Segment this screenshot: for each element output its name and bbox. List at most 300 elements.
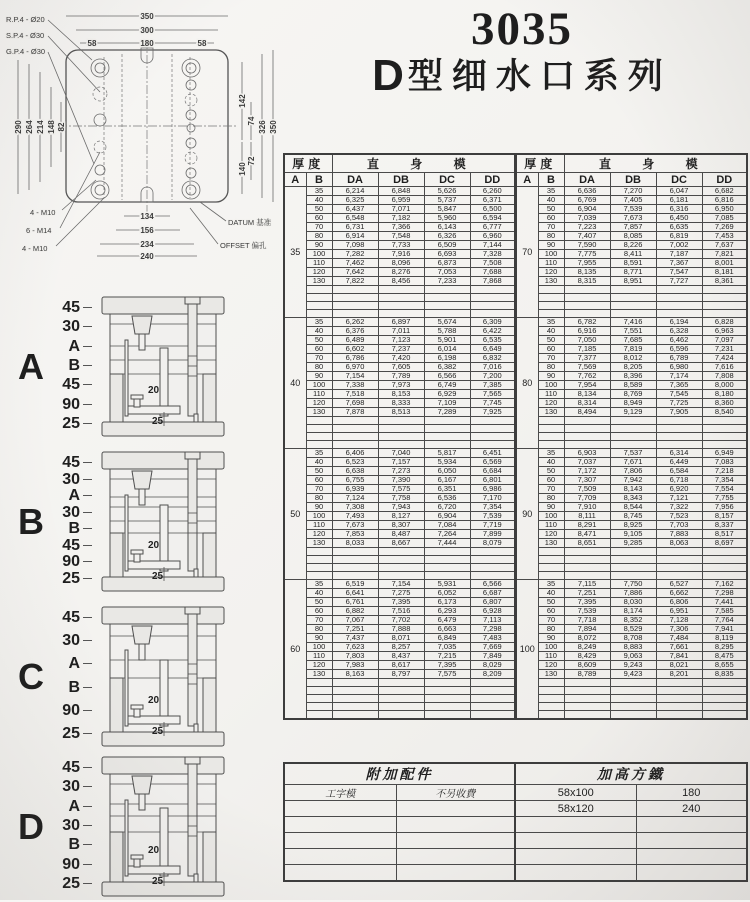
spec-value: 6,316 bbox=[656, 205, 702, 214]
spec-value: 8,033 bbox=[332, 539, 378, 548]
empty-cell bbox=[332, 711, 378, 719]
empty-cell bbox=[332, 572, 378, 580]
svg-text:25: 25 bbox=[152, 416, 164, 427]
spec-value: 6,382 bbox=[424, 363, 470, 372]
accessories-cell bbox=[284, 801, 396, 817]
spec-row bbox=[284, 467, 515, 476]
spec-value: 7,719 bbox=[470, 521, 515, 530]
thickness-b-value: 120 bbox=[306, 399, 332, 408]
empty-cell bbox=[424, 433, 470, 441]
thickness-b-value: 60 bbox=[538, 476, 564, 485]
spec-value: 8,513 bbox=[378, 408, 424, 417]
spec-value: 6,720 bbox=[424, 503, 470, 512]
spec-value: 6,687 bbox=[470, 589, 515, 598]
spec-row bbox=[516, 530, 747, 539]
thickness-b-value: 50 bbox=[538, 467, 564, 476]
empty-cell bbox=[656, 687, 702, 695]
spec-value: 7,539 bbox=[610, 205, 656, 214]
spec-value: 6,602 bbox=[332, 345, 378, 354]
accessories-cell bbox=[515, 849, 636, 865]
spec-value: 5,847 bbox=[424, 205, 470, 214]
spec-value: 7,727 bbox=[656, 277, 702, 286]
spec-value: 6,293 bbox=[424, 607, 470, 616]
spec-value: 7,067 bbox=[332, 616, 378, 625]
empty-cell bbox=[702, 286, 747, 294]
accessories-cell bbox=[284, 865, 396, 881]
empty-cell bbox=[538, 564, 564, 572]
empty-cell bbox=[332, 433, 378, 441]
spec-row bbox=[516, 345, 747, 354]
page-title-series bbox=[298, 51, 746, 106]
empty-cell bbox=[538, 548, 564, 556]
empty-cell bbox=[378, 425, 424, 433]
spec-value: 8,429 bbox=[564, 652, 610, 661]
spec-value: 6,920 bbox=[656, 485, 702, 494]
spec-value: 8,063 bbox=[656, 539, 702, 548]
spec-value: 7,725 bbox=[656, 399, 702, 408]
accessories-right-header: 加高方鐵 bbox=[515, 763, 747, 785]
empty-cell bbox=[656, 286, 702, 294]
thickness-b-value: 130 bbox=[538, 408, 564, 417]
spec-value: 6,535 bbox=[470, 336, 515, 345]
spec-value: 6,450 bbox=[656, 214, 702, 223]
spec-value: 7,718 bbox=[564, 616, 610, 625]
svg-text:DATUM 基准: DATUM 基准 bbox=[228, 218, 272, 227]
spec-value: 6,509 bbox=[424, 241, 470, 250]
empty-cell bbox=[306, 417, 332, 425]
spec-value: 7,698 bbox=[332, 399, 378, 408]
spec-value: 6,806 bbox=[656, 598, 702, 607]
empty-cell bbox=[564, 302, 610, 310]
accessories-header-row bbox=[284, 763, 747, 785]
empty-cell bbox=[378, 687, 424, 695]
spec-value: 7,954 bbox=[564, 381, 610, 390]
empty-cell bbox=[332, 286, 378, 294]
empty-cell bbox=[378, 695, 424, 703]
thickness-b-value: 40 bbox=[306, 196, 332, 205]
spec-value: 7,366 bbox=[378, 223, 424, 232]
spec-row bbox=[516, 449, 747, 458]
empty-cell bbox=[378, 441, 424, 449]
spec-value: 6,636 bbox=[564, 187, 610, 196]
spec-value: 6,314 bbox=[656, 449, 702, 458]
spec-value: 7,509 bbox=[564, 485, 610, 494]
spec-value: 7,841 bbox=[656, 652, 702, 661]
thickness-b-value: 70 bbox=[306, 485, 332, 494]
section-dim-label: 45 bbox=[62, 300, 92, 316]
section-dim-label: B bbox=[68, 680, 92, 696]
spec-value: 9,105 bbox=[610, 530, 656, 539]
spec-row bbox=[516, 661, 747, 670]
spec-value: 7,703 bbox=[656, 521, 702, 530]
spec-value: 7,154 bbox=[332, 372, 378, 381]
accessories-cell bbox=[396, 849, 515, 865]
spec-value: 8,337 bbox=[702, 521, 747, 530]
thickness-b-value: 90 bbox=[306, 634, 332, 643]
spec-value: 7,338 bbox=[332, 381, 378, 390]
spec-value: 8,021 bbox=[656, 661, 702, 670]
spec-value: 6,371 bbox=[470, 196, 515, 205]
empty-cell bbox=[610, 703, 656, 711]
spec-row bbox=[284, 580, 515, 589]
spec-value: 8,029 bbox=[470, 661, 515, 670]
spec-value: 8,456 bbox=[378, 277, 424, 286]
spec-empty-row bbox=[284, 572, 515, 580]
empty-cell bbox=[564, 294, 610, 302]
spec-value: 7,354 bbox=[470, 503, 515, 512]
thickness-a-value: 100 bbox=[516, 580, 538, 719]
accessories-row bbox=[284, 865, 747, 881]
svg-text:20: 20 bbox=[148, 845, 160, 856]
thickness-b-value: 35 bbox=[538, 580, 564, 589]
empty-cell bbox=[610, 286, 656, 294]
spec-value: 8,769 bbox=[610, 390, 656, 399]
thickness-b-value: 50 bbox=[306, 467, 332, 476]
spec-value: 6,749 bbox=[424, 381, 470, 390]
spec-empty-row bbox=[284, 711, 515, 719]
svg-text:350: 350 bbox=[140, 12, 154, 21]
spec-value: 7,853 bbox=[332, 530, 378, 539]
spec-empty-row bbox=[516, 441, 747, 449]
accessories-cell: 58x100 bbox=[515, 785, 636, 801]
spec-value: 7,868 bbox=[470, 277, 515, 286]
mold-section-svg bbox=[98, 604, 228, 749]
spec-value: 7,637 bbox=[702, 241, 747, 250]
col-header-dc: DC bbox=[424, 173, 470, 187]
empty-cell bbox=[306, 286, 332, 294]
spec-value: 7,441 bbox=[702, 598, 747, 607]
thickness-b-value: 70 bbox=[306, 354, 332, 363]
spec-row bbox=[516, 232, 747, 241]
section-dim-label: B bbox=[68, 358, 92, 374]
svg-text:4 - M10: 4 - M10 bbox=[30, 208, 56, 217]
spec-value: 7,187 bbox=[656, 250, 702, 259]
svg-text:72: 72 bbox=[247, 156, 256, 166]
section-dim-label: 25 bbox=[62, 876, 92, 892]
spec-row bbox=[284, 652, 515, 661]
empty-cell bbox=[702, 556, 747, 564]
col-header-dc: DC bbox=[656, 173, 702, 187]
spec-row bbox=[284, 408, 515, 417]
spec-row bbox=[284, 336, 515, 345]
empty-cell bbox=[656, 703, 702, 711]
spec-value: 6,882 bbox=[332, 607, 378, 616]
spec-row bbox=[284, 205, 515, 214]
spec-empty-row bbox=[516, 286, 747, 294]
spec-empty-row bbox=[284, 417, 515, 425]
thickness-a-value: 70 bbox=[516, 187, 538, 318]
spec-value: 7,819 bbox=[610, 345, 656, 354]
thickness-b-value: 70 bbox=[306, 616, 332, 625]
spec-value: 7,128 bbox=[656, 616, 702, 625]
empty-cell bbox=[656, 310, 702, 318]
empty-cell bbox=[656, 433, 702, 441]
empty-cell bbox=[424, 695, 470, 703]
thickness-b-value: 90 bbox=[538, 503, 564, 512]
spec-value: 8,134 bbox=[564, 390, 610, 399]
spec-row bbox=[516, 539, 747, 548]
spec-value: 7,123 bbox=[378, 336, 424, 345]
spec-value: 6,325 bbox=[332, 196, 378, 205]
svg-text:20: 20 bbox=[148, 695, 160, 706]
section-letter: C bbox=[18, 656, 44, 697]
empty-cell bbox=[470, 294, 515, 302]
empty-cell bbox=[378, 711, 424, 719]
empty-cell bbox=[470, 564, 515, 572]
spec-value: 6,649 bbox=[470, 345, 515, 354]
empty-cell bbox=[610, 556, 656, 564]
spec-empty-row bbox=[284, 548, 515, 556]
thickness-b-value: 60 bbox=[538, 214, 564, 223]
spec-value: 8,181 bbox=[702, 268, 747, 277]
spec-row bbox=[284, 530, 515, 539]
spec-value: 6,731 bbox=[332, 223, 378, 232]
empty-cell bbox=[378, 564, 424, 572]
accessories-cell bbox=[636, 849, 747, 865]
spec-row bbox=[284, 449, 515, 458]
thickness-b-value: 120 bbox=[306, 661, 332, 670]
spec-empty-row bbox=[516, 294, 747, 302]
section-drawing-c bbox=[6, 602, 278, 752]
accessories-cell: 180 bbox=[636, 785, 747, 801]
spec-value: 8,396 bbox=[610, 372, 656, 381]
spec-value: 6,047 bbox=[656, 187, 702, 196]
spec-value: 7,537 bbox=[610, 449, 656, 458]
spec-value: 5,737 bbox=[424, 196, 470, 205]
thickness-b-value: 80 bbox=[538, 232, 564, 241]
section-dim-label: A bbox=[68, 656, 92, 672]
spec-row bbox=[516, 259, 747, 268]
thickness-b-value: 35 bbox=[306, 580, 332, 589]
empty-cell bbox=[656, 302, 702, 310]
thickness-b-value: 50 bbox=[306, 336, 332, 345]
col-header-dd: DD bbox=[702, 173, 747, 187]
spec-row bbox=[516, 485, 747, 494]
thickness-b-value: 130 bbox=[538, 277, 564, 286]
spec-row bbox=[516, 521, 747, 530]
thickness-b-value: 90 bbox=[538, 634, 564, 643]
spec-value: 7,071 bbox=[378, 205, 424, 214]
spec-value: 8,119 bbox=[702, 634, 747, 643]
spec-value: 7,590 bbox=[564, 241, 610, 250]
spec-row bbox=[284, 250, 515, 259]
thickness-b-value: 120 bbox=[306, 530, 332, 539]
spec-value: 8,352 bbox=[610, 616, 656, 625]
svg-text:58: 58 bbox=[197, 39, 207, 48]
empty-cell bbox=[702, 548, 747, 556]
spec-value: 7,097 bbox=[702, 336, 747, 345]
thickness-b-value: 80 bbox=[306, 232, 332, 241]
spec-row bbox=[284, 503, 515, 512]
spec-row bbox=[284, 607, 515, 616]
spec-value: 7,085 bbox=[702, 214, 747, 223]
section-drawing-d bbox=[6, 752, 278, 902]
empty-cell bbox=[538, 433, 564, 441]
spec-value: 8,697 bbox=[702, 539, 747, 548]
empty-cell bbox=[564, 572, 610, 580]
spec-empty-row bbox=[284, 556, 515, 564]
spec-value: 7,231 bbox=[702, 345, 747, 354]
empty-cell bbox=[306, 302, 332, 310]
thickness-b-value: 90 bbox=[306, 503, 332, 512]
accessories-row bbox=[284, 833, 747, 849]
spec-value: 8,745 bbox=[610, 512, 656, 521]
spec-row bbox=[284, 458, 515, 467]
spec-value: 8,180 bbox=[702, 390, 747, 399]
spec-empty-row bbox=[284, 687, 515, 695]
spec-value: 6,951 bbox=[656, 607, 702, 616]
section-dim-label: 25 bbox=[62, 726, 92, 742]
empty-cell bbox=[610, 548, 656, 556]
spec-value: 7,308 bbox=[332, 503, 378, 512]
spec-row bbox=[516, 476, 747, 485]
empty-cell bbox=[538, 556, 564, 564]
spec-row bbox=[284, 661, 515, 670]
empty-cell bbox=[470, 695, 515, 703]
spec-empty-row bbox=[284, 564, 515, 572]
accessories-cell bbox=[396, 801, 515, 817]
spec-value: 8,360 bbox=[702, 399, 747, 408]
spec-row bbox=[516, 494, 747, 503]
series-text: 型细水口系列 bbox=[407, 57, 672, 96]
spec-value: 8,276 bbox=[378, 268, 424, 277]
spec-value: 7,493 bbox=[332, 512, 378, 521]
spec-value: 7,702 bbox=[378, 616, 424, 625]
thickness-b-value: 130 bbox=[538, 670, 564, 679]
spec-value: 8,157 bbox=[702, 512, 747, 521]
spec-value: 7,883 bbox=[656, 530, 702, 539]
spec-value: 8,475 bbox=[702, 652, 747, 661]
holes-left-column bbox=[91, 59, 109, 199]
empty-cell bbox=[702, 425, 747, 433]
spec-value: 8,226 bbox=[610, 241, 656, 250]
spec-row bbox=[284, 268, 515, 277]
col-header-db: DB bbox=[610, 173, 656, 187]
spec-value: 6,462 bbox=[656, 336, 702, 345]
empty-cell bbox=[424, 417, 470, 425]
spec-value: 7,053 bbox=[424, 268, 470, 277]
spec-empty-row bbox=[516, 302, 747, 310]
spec-value: 6,980 bbox=[656, 363, 702, 372]
spec-value: 5,934 bbox=[424, 458, 470, 467]
spec-value: 6,929 bbox=[424, 390, 470, 399]
empty-cell bbox=[424, 286, 470, 294]
empty-cell bbox=[378, 302, 424, 310]
thickness-a-value: 40 bbox=[284, 318, 306, 449]
spec-value: 7,462 bbox=[332, 259, 378, 268]
spec-value: 6,548 bbox=[332, 214, 378, 223]
spec-group-header-row bbox=[516, 154, 747, 173]
spec-value: 9,063 bbox=[610, 652, 656, 661]
spec-value: 7,306 bbox=[656, 625, 702, 634]
empty-cell bbox=[378, 556, 424, 564]
spec-empty-row bbox=[516, 679, 747, 687]
spec-value: 7,910 bbox=[564, 503, 610, 512]
spec-value: 7,416 bbox=[610, 318, 656, 327]
spec-value: 6,351 bbox=[424, 485, 470, 494]
spec-value: 7,115 bbox=[564, 580, 610, 589]
spec-value: 6,536 bbox=[424, 494, 470, 503]
spec-value: 7,251 bbox=[332, 625, 378, 634]
spec-row bbox=[284, 521, 515, 530]
thickness-b-value: 70 bbox=[538, 223, 564, 232]
spec-value: 6,214 bbox=[332, 187, 378, 196]
spec-empty-row bbox=[284, 294, 515, 302]
spec-value: 7,942 bbox=[610, 476, 656, 485]
thickness-b-value: 110 bbox=[306, 390, 332, 399]
spec-value: 7,569 bbox=[564, 363, 610, 372]
thickness-a-value: 60 bbox=[284, 580, 306, 719]
section-dim-label: 90 bbox=[62, 397, 92, 413]
spec-value: 7,575 bbox=[378, 485, 424, 494]
accessories-row bbox=[284, 849, 747, 865]
spec-group-header-row bbox=[284, 154, 515, 173]
empty-cell bbox=[656, 679, 702, 687]
svg-text:234: 234 bbox=[140, 240, 154, 249]
spec-value: 7,551 bbox=[610, 327, 656, 336]
empty-cell bbox=[538, 310, 564, 318]
spec-value: 7,273 bbox=[378, 467, 424, 476]
thickness-b-value: 40 bbox=[538, 589, 564, 598]
spec-value: 7,218 bbox=[702, 467, 747, 476]
spec-empty-row bbox=[284, 286, 515, 294]
spec-value: 7,289 bbox=[424, 408, 470, 417]
empty-cell bbox=[656, 711, 702, 719]
spec-value: 6,986 bbox=[470, 485, 515, 494]
section-dim-label: 30 bbox=[62, 633, 92, 649]
empty-cell bbox=[656, 572, 702, 580]
thickness-a-value: 35 bbox=[284, 187, 306, 318]
section-dim-label: 90 bbox=[62, 703, 92, 719]
empty-cell bbox=[538, 302, 564, 310]
spec-value: 7,733 bbox=[378, 241, 424, 250]
spec-value: 6,376 bbox=[332, 327, 378, 336]
spec-row bbox=[516, 381, 747, 390]
empty-cell bbox=[538, 441, 564, 449]
svg-text:300: 300 bbox=[140, 26, 154, 35]
section-letter: A bbox=[18, 346, 44, 387]
spec-value: 6,449 bbox=[656, 458, 702, 467]
spec-value: 7,523 bbox=[656, 512, 702, 521]
spec-empty-row bbox=[284, 441, 515, 449]
spec-value: 7,328 bbox=[470, 250, 515, 259]
svg-text:20: 20 bbox=[148, 540, 160, 551]
spec-value: 6,569 bbox=[470, 458, 515, 467]
mold-section-svg bbox=[98, 449, 228, 594]
thickness-group-header: 厚度 bbox=[516, 154, 564, 173]
thickness-b-value: 90 bbox=[306, 241, 332, 250]
empty-cell bbox=[470, 687, 515, 695]
empty-cell bbox=[424, 556, 470, 564]
col-header-dd: DD bbox=[470, 173, 515, 187]
section-dims-column bbox=[48, 455, 92, 587]
spec-value: 8,471 bbox=[564, 530, 610, 539]
spec-row bbox=[516, 598, 747, 607]
spec-table-right-body bbox=[516, 187, 747, 719]
spec-value: 7,539 bbox=[470, 512, 515, 521]
spec-value: 7,109 bbox=[424, 399, 470, 408]
spec-value: 6,309 bbox=[470, 318, 515, 327]
spec-row bbox=[516, 580, 747, 589]
spec-value: 6,816 bbox=[702, 196, 747, 205]
svg-text:350: 350 bbox=[269, 120, 278, 134]
spec-value: 7,377 bbox=[564, 354, 610, 363]
accessories-table-body bbox=[284, 785, 747, 881]
spec-value: 6,663 bbox=[424, 625, 470, 634]
empty-cell bbox=[378, 286, 424, 294]
thickness-b-value: 120 bbox=[538, 530, 564, 539]
spec-value: 6,194 bbox=[656, 318, 702, 327]
